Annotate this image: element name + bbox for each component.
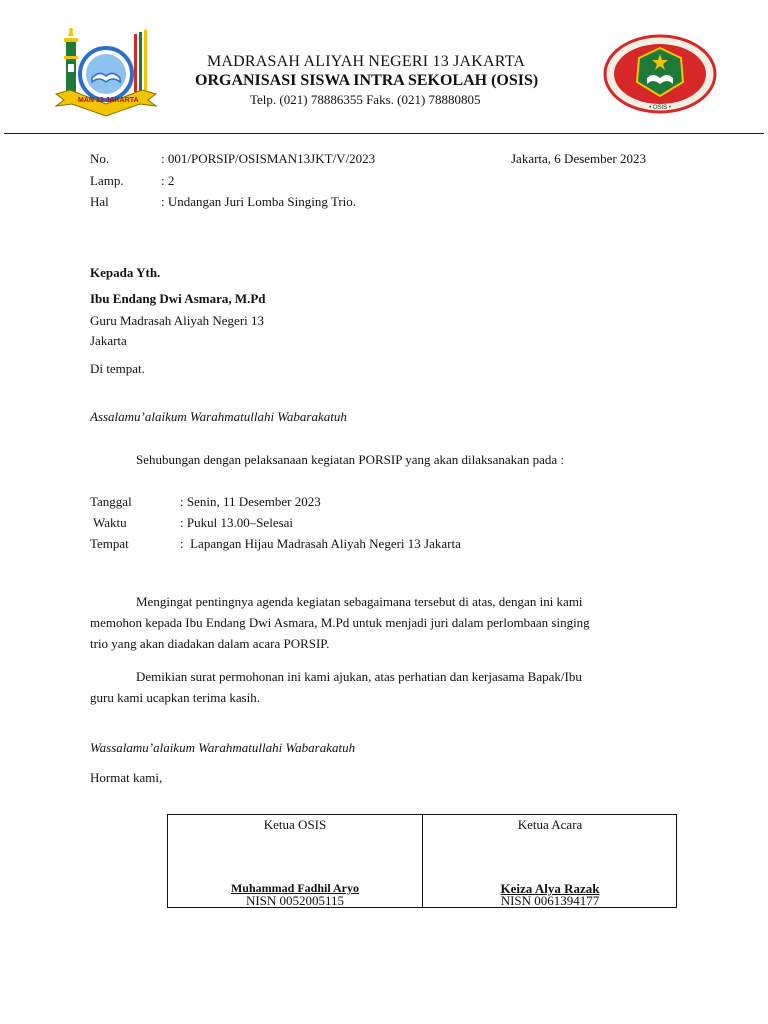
no-value: : 001/PORSIP/OSISMAN13JKT/V/2023 (161, 151, 376, 166)
no-label: No. (90, 151, 110, 166)
contact-info: Telp. (021) 78886355 Faks. (021) 78880805 (250, 92, 481, 107)
hal-label: Hal (90, 194, 109, 209)
lamp-value: : 2 (161, 173, 175, 188)
letterhead-divider (4, 133, 764, 134)
tempat-value: : Lapangan Hijau Madrasah Aliyah Negeri 13 Jakarta (180, 536, 461, 551)
para2-line1: Demikian surat permohonan ini kami ajukan, atas perhatian dan kerjasama Bapak/Ibu (136, 669, 582, 684)
para1-line1: Mengingat pentingnya agenda kegiatan sebagaimana tersebut di atas, dengan ini kami (136, 594, 583, 609)
signature-role: Ketua Acara (517, 817, 583, 832)
recipient-name: Ibu Endang Dwi Asmara, M.Pd (90, 291, 266, 306)
tanggal-label: Tanggal (90, 494, 132, 509)
osis-logo-bottom-text: • OSIS • (649, 105, 671, 111)
org-name: ORGANISASI SISWA INTRA SEKOLAH (OSIS) (195, 72, 539, 89)
signature-name: Muhammad Fadhil Aryo (230, 881, 359, 895)
tempat-label: Tempat (90, 536, 129, 551)
para1-line2: memohon kepada Ibu Endang Dwi Asmara, M.Pd untuk menjadi juri dalam perlombaan singing (90, 615, 590, 630)
recipient-line2: Jakarta (90, 333, 127, 348)
intro-paragraph: Sehubungan dengan pelaksanaan kegiatan PORSIP yang akan dilaksanakan pada : (136, 452, 565, 467)
school-logo (52, 26, 160, 118)
tanggal-value: : Senin, 11 Desember 2023 (180, 494, 321, 509)
recipient-line3: Di tempat. (90, 361, 145, 376)
waktu-value: : Pukul 13.00–Selesai (180, 515, 294, 530)
signature-table (167, 814, 677, 908)
regards: Hormat kami, (90, 770, 163, 785)
waktu-label: Waktu (90, 515, 127, 530)
recipient-to: Kepada Yth. (90, 265, 161, 280)
lamp-label: Lamp. (90, 173, 124, 188)
greeting: Assalamu’alaikum Warahmatullahi Wabarakatuh (90, 409, 347, 424)
signature-cell-acara (423, 815, 677, 907)
signature-role: Ketua OSIS (263, 817, 327, 832)
signature-nisn: NISN 0052005115 (245, 893, 345, 908)
closing-salutation: Wassalamu’alaikum Warahmatullahi Wabarakatuh (90, 740, 356, 755)
school-name: MADRASAH ALIYAH NEGERI 13 JAKARTA (207, 53, 526, 70)
para1-line3: trio yang akan diadakan dalam acara PORSIP. (90, 636, 330, 651)
osis-logo (603, 34, 717, 114)
signature-cell-osis (168, 815, 422, 907)
hal-value: : Undangan Juri Lomba Singing Trio. (161, 194, 357, 209)
signature-nisn: NISN 0061394177 (500, 893, 600, 908)
recipient-line1: Guru Madrasah Aliyah Negeri 13 (90, 313, 265, 328)
signature-name: Keiza Alya Razak (500, 881, 600, 896)
place-date: Jakarta, 6 Desember 2023 (511, 151, 647, 166)
logo-banner-text: MAN 13 JAKARTA (78, 97, 139, 104)
para2-line2: guru kami ucapkan terima kasih. (90, 690, 261, 705)
